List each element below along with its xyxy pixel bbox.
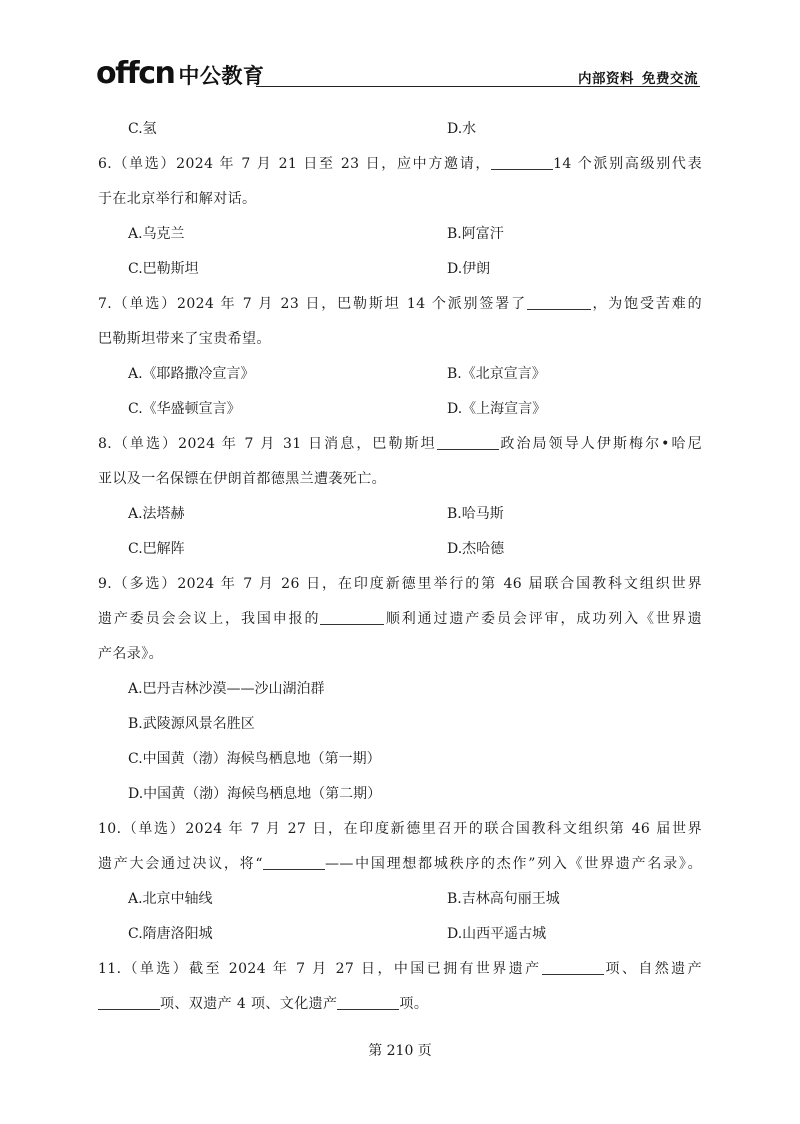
q6-text-b: 14 个派别高级别代表 — [553, 156, 702, 172]
q10-option-b: B.吉林高句丽王城 — [447, 891, 560, 907]
answer-blank — [337, 995, 399, 1010]
q9-stem-line3: 产名录》。 — [98, 646, 163, 662]
header-tag-internal: 内部资料 — [578, 71, 634, 87]
q8-option-d: D.杰哈德 — [447, 541, 505, 557]
page-number: 第 210 页 — [368, 1043, 432, 1059]
offcn-logo — [96, 56, 265, 91]
q11-text-b: 项、自然遗产 — [603, 961, 702, 977]
answer-blank — [320, 610, 384, 625]
q9-option-b: B.武陵源风景名胜区 — [128, 716, 255, 732]
answer-blank — [98, 995, 160, 1010]
q10-stem-line1: 10.（单选）2024 年 7 月 27 日，在印度新德里召开的联合国教科文组织第 46 届世界 — [98, 821, 702, 837]
q7-option-c: C.《华盛顿宣言》 — [128, 401, 241, 417]
q5-options-cd — [98, 112, 702, 147]
q11-stem-line1 — [98, 952, 702, 987]
q8-option-a: A.法塔赫 — [128, 506, 185, 522]
q10-text-a: 遗产大会通过决议，将“ — [98, 856, 263, 872]
q6-option-b: B.阿富汗 — [447, 226, 504, 242]
answer-blank — [491, 155, 553, 170]
q8-option-b: B.哈马斯 — [447, 506, 504, 522]
q9-option-c: C.中国黄（渤）海候鸟栖息地（第一期） — [128, 751, 381, 767]
q9-stem-line1: 9.（多选）2024 年 7 月 26 日，在印度新德里举行的第 46 届联合国教科文组织世界 — [98, 576, 702, 592]
q7-option-d: D.《上海宣言》 — [447, 401, 547, 417]
q8-options-ab — [98, 497, 702, 532]
q6-option-d: D.伊朗 — [447, 261, 491, 277]
q8-stem-line1 — [98, 427, 702, 462]
q6-option-a: A.乌克兰 — [128, 226, 185, 242]
header-tagline — [578, 67, 698, 87]
q9-option-a: A.巴丹吉林沙漠——沙山湖泊群 — [128, 681, 325, 697]
document-body — [98, 112, 702, 1022]
q7-option-a: A.《耶路撒冷宣言》 — [128, 366, 255, 382]
q8-text-a: 8.（单选）2024 年 7 月 31 日消息，巴勒斯坦 — [98, 436, 437, 452]
q9-option-d: D.中国黄（渤）海候鸟栖息地（第二期） — [128, 786, 382, 802]
q7-option-b: B.《北京宣言》 — [447, 366, 546, 382]
logo-text-en: offcn — [96, 56, 175, 91]
q9-stem-line2 — [98, 602, 702, 637]
q6-options-ab — [98, 217, 702, 252]
page-header — [96, 58, 700, 90]
q10-stem-line2 — [98, 847, 702, 882]
q11-text-a: 项、双遗产 4 项、文化遗产 — [160, 996, 338, 1012]
q8-stem-line2: 亚以及一名保镖在伊朗首都德黑兰遭袭死亡。 — [98, 471, 386, 487]
q11-text-a: 11.（单选）截至 2024 年 7 月 27 日，中国已拥有世界遗产 — [98, 961, 542, 977]
q7-text-b: ，为饱受苦难的 — [590, 296, 702, 312]
q9-text-b: 顺利通过遗产委员会评审，成功列入《世界遗 — [384, 611, 702, 627]
q7-text-a: 7.（单选）2024 年 7 月 23 日，巴勒斯坦 14 个派别签署了 — [98, 296, 527, 312]
q8-options-cd — [98, 532, 702, 567]
q11-text-b: 项。 — [399, 996, 429, 1012]
q5-option-c: C.氢 — [128, 121, 157, 137]
q6-options-cd — [98, 252, 702, 287]
q7-options-ab — [98, 357, 702, 392]
q9-text-a: 遗产委员会会议上，我国申报的 — [98, 611, 321, 627]
answer-blank — [527, 295, 591, 310]
q6-text-a: 6.（单选）2024 年 7 月 21 日至 23 日，应中方邀请， — [98, 156, 492, 172]
answer-blank — [542, 960, 604, 975]
q8-option-c: C.巴解阵 — [128, 541, 185, 557]
q10-options-cd — [98, 917, 702, 952]
q7-stem-line1 — [98, 287, 702, 322]
answer-blank — [263, 855, 325, 870]
q11-stem-line2 — [98, 987, 702, 1022]
q10-option-a: A.北京中轴线 — [128, 891, 213, 907]
q8-text-b: 政治局领导人伊斯梅尔•哈尼 — [498, 436, 702, 452]
q10-option-c: C.隋唐洛阳城 — [128, 926, 213, 942]
answer-blank — [437, 435, 499, 450]
q10-text-b: ——中国理想都城秩序的杰作”列入《世界遗产名录》。 — [324, 856, 703, 872]
q6-option-c: C.巴勒斯坦 — [128, 261, 199, 277]
q7-options-cd — [98, 392, 702, 427]
q6-stem-line2: 于在北京举行和解对话。 — [98, 191, 257, 207]
q6-stem-line1 — [98, 147, 702, 182]
logo-text-cn: 中公教育 — [178, 64, 265, 88]
q10-option-d: D.山西平遥古城 — [447, 926, 547, 942]
header-tag-free: 免费交流 — [642, 71, 698, 87]
q10-options-ab — [98, 882, 702, 917]
q7-stem-line2: 巴勒斯坦带来了宝贵希望。 — [98, 331, 271, 347]
q5-option-d: D.水 — [447, 121, 477, 137]
